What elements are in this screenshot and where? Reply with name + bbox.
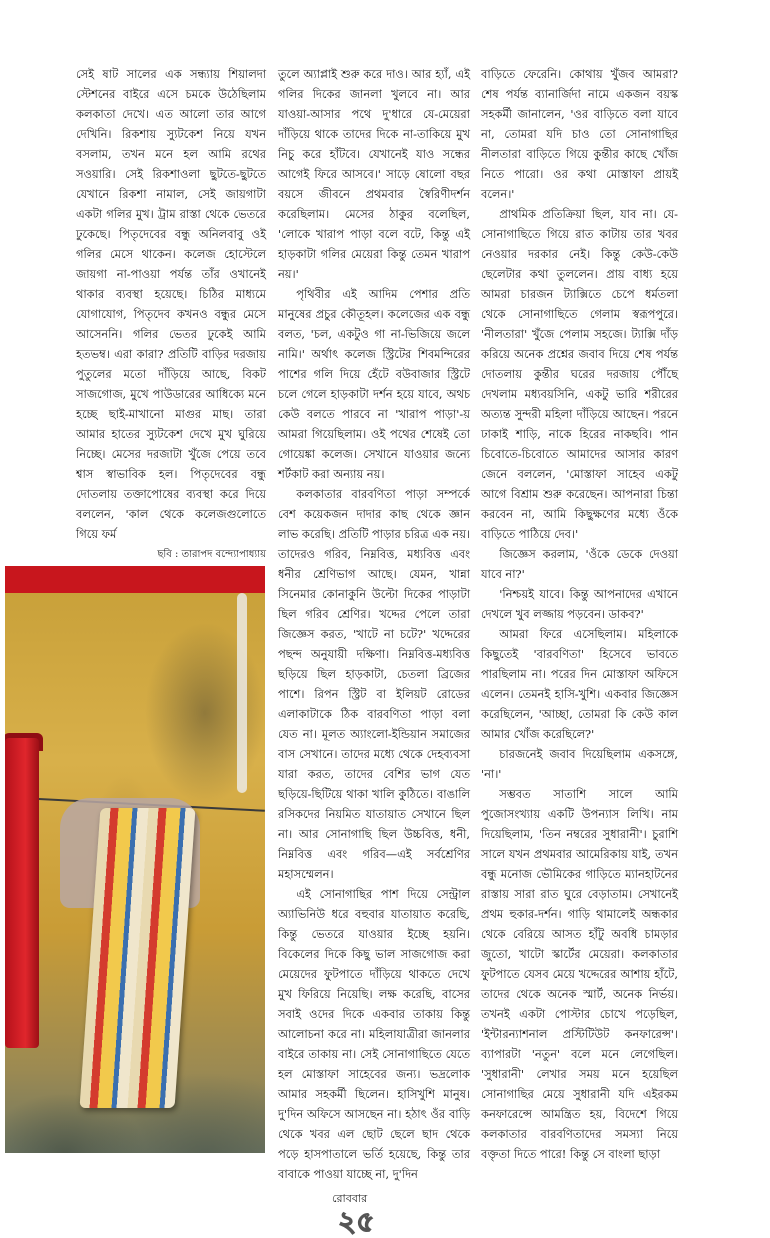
paragraph: সেই ষাট সালের এক সন্ধ্যায় শিয়ালদা স্টেশনের বাইরে এসে চমকে উঠেছিলাম কলকাতা দেখে। এত আলো তার আগে দেখিনি। রিকশায় স্যুটকেশ নিয়ে যখন বসলাম, তখন মনে হল আমি রথের সওয়ারি। সেই রিকশাওলা ছুটতে-ছুটতে যেখানে রিকশা নামাল, সেই জায়গাটা একটা গলির মুখ। ট্রাম রাস্তা থেকে ভেতরে ঢুকেছে। পিতৃদেবের বন্ধু অনিলবাবু ওই গলির মেসে থাকেন। কলেজ হোস্টেলে জায়গা না-পাওয়া পর্যন্ত তাঁর ওখানেই থাকার ব্যবস্থা হয়েছে। চিঠির মাধ্যমে যোগাযোগ, পিতৃদেব কখনও বন্ধুর মেসে আসেননি। গলির ভেতর ঢুকেই আমি হতভম্ব। এরা কারা? প্রতিটি বাড়ির দরজায় পুতুলের মতো দাঁড়িয়ে আছে, বিকট সাজগোজ, মুখে পাউডারের আধিক্যে মনে হচ্ছে ছাই-মাখানো মাগুর মাছ। তারা আমার হাতের স্যুটকেশ দেখে মুখ ঘুরিয়ে নিচ্ছে। মেসের দরজাটা খুঁজে পেয়ে তবে শ্বাস স্বাভাবিক হল। পিতৃদেবের বন্ধু দোতলায় তক্তাপোষের ব্যবস্থা করে দিয়ে বললেন, 'কাল থেকে কলেজগুলোতে গিয়ে ফর্ম [76,67,266,541]
article-column-1 [76,64,266,544]
paragraph: তুলে অ্যাপ্লাই শুরু করে দাও। আর হ্যাঁ, এই গলির দিকের জানলা খুলবে না। আর যাওয়া-আসার পথে দু'ধারে যে-মেয়েরা দাঁড়িয়ে থাকে তাদের দিকে না-তাকিয়ে মুখ নিচু করে হাঁটবে। যেখানেই যাও সন্ধের আগেই ফিরে আসবে।' সাড়ে ষোলো বছর বয়সে জীবনে প্রথমবার স্বৈরিণীদর্শন করেছিলাম। মেসের ঠাকুর বলেছিল, 'লোকে খারাপ পাড়া বলে বটে, কিন্তু এই হাড়কাটা গলির মেয়েরা কিন্তু তেমন খারাপ নয়।' [278,67,470,281]
paragraph: 'নিশ্চয়ই যাবে। কিন্তু আপনাদের এখানে দেখলে খুব লজ্জায় পড়বেন। ডাকব?' [481,587,678,621]
article-column-2 [278,64,470,1184]
page-number: ২৫ [338,1205,375,1238]
photo-credit: ছবি : তারাপদ বন্দ্যোপাধ্যায় [157,549,266,560]
paragraph: কলকাতার বারবণিতা পাড়া সম্পর্কে বেশ কয়েকজন দাদার কাছ থেকে জ্ঞান লাভ করেছি। প্রতিটি পাড়ার চরিত্র এক নয়। তাদেরও গরিব, নিম্নবিত্ত, মধ্যবিত্ত এবং ধনীর শ্রেণিভাগ আছে। যেমন, খান্না সিনেমার কোনাকুনি উল্টো দিকের পাড়াটা ছিল গরিব শ্রেণির। খদ্দের পেলে তারা জিজ্ঞেস করত, 'খাটে না চটে?' খদ্দেরের পছন্দ অনুযায়ী দক্ষিণা। নিম্নবিত্ত-মধ্যবিত্ত ছড়িয়ে ছিল হাড়কাটা, চেতলা ব্রিজের পাশে। রিপন স্ট্রিট বা ইলিয়ট রোডের এলাকাটাকে ঠিক বারবণিতা পাড়া বলা যেত না। মূলত অ্যাংলো-ইন্ডিয়ান সমাজের বাস সেখানে। তাদের মধ্যে থেকে দেহব্যবসা যারা করত, তাদের বেশির ভাগ যেত ছড়িয়ে-ছিটিয়ে থাকা খালি কুঠিতে। বাঙালি রসিকদের নিয়মিত যাতায়াত সেখানে ছিল না। আর সোনাগাছি ছিল উচ্চবিত্ত, ধনী, নিম্নবিত্ত এবং গরিব—এই সর্বশ্রেণির মহাসম্মেলন। [278,487,470,881]
article-photo [5,593,265,1153]
middle-column-stack [278,64,470,1238]
magazine-name: রোববার [332,1192,368,1205]
paragraph: জিজ্ঞেস করলাম, 'ওঁকে ডেকে দেওয়া যাবে না?' [481,547,678,581]
left-column-stack [5,64,266,1153]
paragraph: পৃথিবীর এই আদিম পেশার প্রতি মানুষের প্রচুর কৌতূহল। কলেজের এক বন্ধু বলত, 'চল, একটুও গা না-ভিজিয়ে জলে নামি।' অর্থাৎ কলেজ স্ট্রিটের শিবমন্দিরের পাশের গলি দিয়ে হেঁটে বউবাজার স্ট্রিটে চলে গেলে হাড়কাটা দর্শন হয়ে যাবে, অথচ কেউ বলতে পারবে না 'খারাপ পাড়া'-য় আমরা গিয়েছিলাম। ওই পথের শেষেই তো গোয়েঙ্কা কলেজ। সেখানে যাওয়ার জন্যে শর্টকাট করা অন্যায় নয়। [278,287,470,481]
striped-towel [80,808,196,1108]
paragraph: আমরা ফিরে এসেছিলাম। মহিলাকে কিছুতেই 'বারবণিতা' হিসেবে ভাবতে পারছিলাম না। পরের দিন মোস্তাফা অফিসে এলেন। তেমনই হাসি-খুশি। একবার জিজ্ঞেস করেছিলেন, 'আচ্ছা, তোমরা কি কেউ কাল আমার খোঁজ করেছিলে?' [481,627,678,741]
article-column-3 [481,64,678,1164]
paragraph: চারজনেই জবাব দিয়েছিলাম একসঙ্গে, 'না।' [481,747,678,781]
paragraph: প্রাথমিক প্রতিক্রিয়া ছিল, যাব না। যে-সোনাগাছিতে গিয়ে রাত কাটায় তার খবর নেওয়ার দরকার নেই। কিন্তু কেউ-কেউ ছেলেটার কথা তুললেন। প্রায় বাধ্য হয়ে আমরা চারজন ট্যাক্সিতে চেপে ধর্মতলা থেকে সোনাগাছিতে গেলাম স্বরূপপুরে। 'নীলতারা' খুঁজে পেলাম সহজে। ট্যাক্সি দাঁড় করিয়ে অনেক প্রশ্নের জবাব দিয়ে শেষ পর্যন্ত দোতলায় কুন্তীর ঘরের দরজায় পৌঁছে দেখলাম মধ্যবয়সিনি, একটু ভারি শরীরের অত্যন্ত সুন্দরী মহিলা দাঁড়িয়ে আছেন। পরনে ঢাকাই শাড়ি, নাকে হিরের নাকছবি। পান চিবোতে-চিবোতে আমাদের আসার কারণ জেনে বললেন, 'মোস্তাফা সাহেব একটু আগে বিশ্রাম শুরু করেছেন। আপনারা চিন্তা করবেন না, আমি কিছুক্ষণের মধ্যে ওঁকে বাড়িতে পাঠিয়ে দেব।' [481,207,678,541]
paragraph: বাড়িতে ফেরেনি। কোথায় খুঁজব আমরা? শেষ পর্যন্ত ব্যানার্জিদা নামে একজন বয়স্ক সহকর্মী জানালেন, 'ওর বাড়িতে বলা যাবে না, তোমরা যদি চাও তো সোনাগাছির নীলতারা বাড়িতে গিয়ে কুন্তীর কাছে খোঁজ নিতে পারো। ওর কথা মোস্তাফা প্রায়ই বলেন।' [481,67,678,201]
wall-pipe [237,593,247,793]
red-postbox [5,738,39,1048]
paragraph: এই সোনাগাছির পাশ দিয়ে সেন্ট্রাল অ্যাভিনিউ ধরে বহুবার যাতায়াত করেছি, কিন্তু ভেতরে যাওয়ার ইচ্ছে হয়নি। বিকেলের দিকে কিছু ভাল সাজগোজ করা মেয়েদের ফুটপাতে দাঁড়িয়ে থাকতে দেখে মুখ ফিরিয়ে নিয়েছি। লক্ষ করেছি, বাসের সবাই ওদের দিকে একবার তাকায় কিন্তু আলোচনা করে না। মহিলাযাত্রীরা জানলার বাইরে তাকায় না। সেই সোনাগাছিতে যেতে হল মোস্তাফা সাহেবের জন্য। ভদ্রলোক আমার সহকর্মী ছিলেন। হাসিখুশি মানুষ। দু'দিন অফিসে আসছেন না। হঠাৎ ওঁর বাড়ি থেকে খবর এল ছোট ছেলে ছাদ থেকে পড়ে হাসপাতালে ভর্তি হয়েছে, কিন্তু তার বাবাকে পাওয়া যাচ্ছে না, দু'দিন [278,887,470,1181]
paragraph: সম্ভবত সাতাশি সালে আমি পুজোসংখ্যায় একটি উপন্যাস লিখি। নাম দিয়েছিলাম, 'তিন নম্বরের সুধারানী'। চুরাশি সালে যখন প্রথমবার আমেরিকায় যাই, তখন বন্ধু মনোজ ভৌমিকের গাড়িতে ম্যানহাটনের রাস্তায় সারা রাত ঘুরে বেড়াতাম। সেখানেই প্রথম হুকার-দর্শন। গাড়ি থামালেই অন্ধকার থেকে বেরিয়ে আসত হাঁটু অবধি চামড়ার জুতো, খাটো স্কার্টের মেয়েরা। কলকাতার ফুটপাতে যেসব মেয়ে খদ্দেরের আশায় হাঁটে, তাদের থেকে অনেক স্মার্ট, অনেক নির্ভয়। তখনই একটা পোস্টার চোখে পড়েছিল, 'ইন্টারন্যাশনাল প্রস্টিটিউট কনফারেন্স'। ব্যাপারটা 'নতুন' বলে মনে লেগেছিল। 'সুধারানী' লেখার সময় মনে হয়েছিল সোনাগাছির মেয়ে সুধারানী যদি এইরকম কনফারেন্সে আমন্ত্রিত হয়, বিদেশে গিয়ে কলকাতার বারবণিতাদের সমস্যা নিয়ে বক্তৃতা দিতে পারে! কিন্তু সে বাংলা ছাড়া [481,787,678,1161]
page-footer [278,1184,470,1238]
red-band-divider [5,566,265,593]
